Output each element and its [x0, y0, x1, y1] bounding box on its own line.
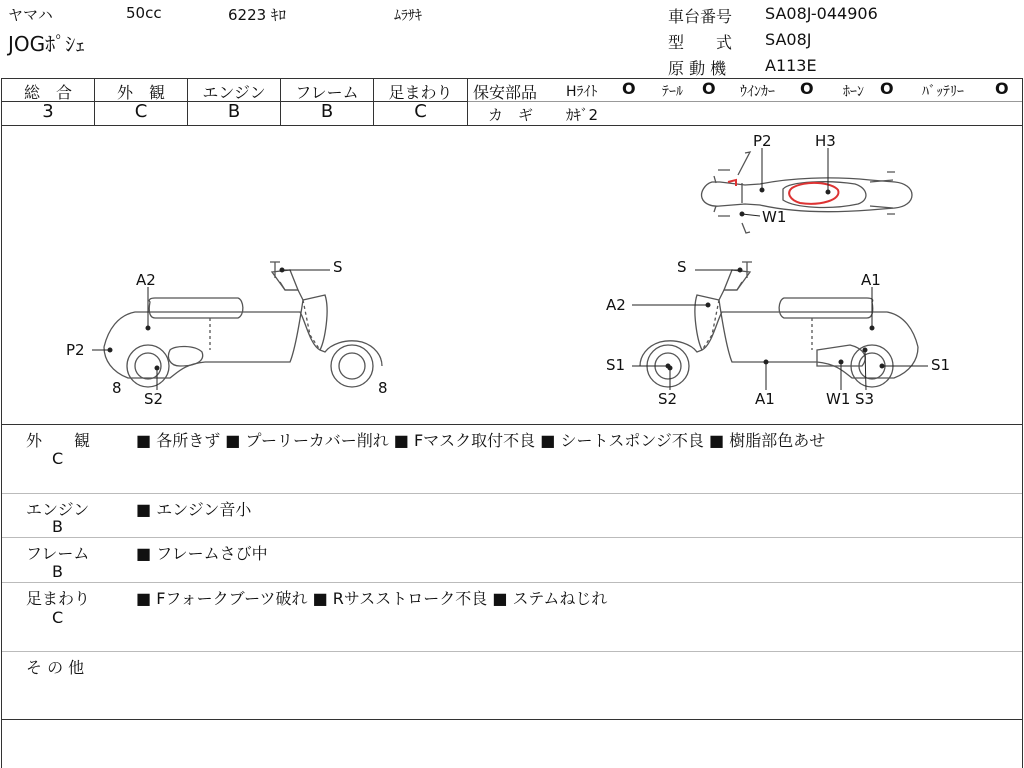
safety-headlight-label: Hﾗｲﾄ — [566, 84, 598, 100]
displacement: 50cc — [126, 4, 162, 22]
safety-battery-label: ﾊﾞｯﾃﾘｰ — [922, 84, 964, 100]
safety-horn-label: ﾎｰﾝ — [843, 84, 864, 100]
key-value: ｶｷﾞ2 — [566, 106, 599, 124]
note-label: エンジン — [26, 500, 90, 519]
safety-tail-mark: O — [702, 79, 716, 98]
grade-frame-label: フレーム — [295, 83, 359, 102]
label-left-8a: 8 — [112, 379, 122, 397]
note-grade: B — [52, 517, 63, 536]
safety-horn-mark: O — [880, 79, 894, 98]
label-right-s3: S3 — [855, 390, 875, 408]
note-grade: B — [52, 562, 63, 581]
safety-battery-mark: O — [995, 79, 1009, 98]
note-label: フレーム — [26, 544, 90, 563]
grade-total-value: 3 — [42, 101, 54, 122]
label-left-a2: A2 — [136, 271, 156, 289]
damage-marker-h3 — [789, 183, 838, 204]
notes-divider — [2, 651, 1022, 652]
frame-no-value: SA08J-044906 — [765, 4, 878, 23]
label-top-p2: P2 — [753, 132, 772, 150]
label-right-s1-left: S1 — [606, 356, 626, 374]
grade-exterior-label: 外 観 — [116, 83, 165, 102]
diagram-bottom-border — [1, 424, 1023, 425]
top-view-scooter — [702, 152, 912, 233]
notes-divider — [2, 582, 1022, 583]
engine-value: A113E — [765, 56, 817, 75]
label-right-a1-top: A1 — [861, 271, 881, 289]
note-label: そ の 他 — [26, 658, 85, 677]
engine-label: 原 動 機 — [668, 59, 727, 78]
label-right-s: S — [677, 258, 687, 276]
label-right-s2: S2 — [658, 390, 678, 408]
grade-engine-label: エンジン — [202, 83, 266, 102]
safety-headlight-mark: O — [622, 79, 636, 98]
model-name: JOGﾎﾟｼｪ — [8, 32, 86, 56]
label-left-s2: S2 — [144, 390, 164, 408]
body-color: ﾑﾗｻｷ — [394, 8, 422, 24]
type-label: 型 式 — [668, 33, 733, 52]
notes-bottom-border — [1, 719, 1023, 720]
label-right-w1: W1 — [826, 390, 851, 408]
safety-winker-label: ｳｲﾝｶｰ — [740, 84, 775, 100]
grade-total-label: 総 合 — [23, 83, 72, 102]
note-text: ■ エンジン音小 — [136, 500, 252, 519]
type-value: SA08J — [765, 30, 812, 49]
grade-suspension-value: C — [414, 101, 427, 122]
label-right-a2: A2 — [606, 296, 626, 314]
grade-frame-value: B — [320, 101, 334, 122]
label-top-w1: W1 — [762, 208, 787, 226]
safety-label: 保安部品 — [473, 83, 538, 102]
label-left-s: S — [333, 258, 343, 276]
grade-exterior-value: C — [134, 101, 148, 122]
mileage: 6223 ｷﾛ — [228, 6, 286, 24]
grade-suspension-label: 足まわり — [388, 83, 453, 102]
label-left-8b: 8 — [378, 379, 388, 397]
safety-tail-label: ﾃｰﾙ — [662, 84, 683, 100]
frame-no-label: 車台番号 — [668, 7, 733, 26]
grade-divider — [467, 78, 468, 125]
safety-winker-mark: O — [800, 79, 814, 98]
damage-diagram — [0, 126, 1024, 424]
note-label: 外 観 — [26, 431, 91, 450]
grade-engine-value: B — [227, 101, 241, 122]
grades-top-border — [1, 78, 1023, 79]
note-text: ■ フレームさび中 — [136, 544, 268, 563]
note-grade: C — [52, 449, 64, 468]
note-label: 足まわり — [26, 589, 91, 608]
label-right-s1-right: S1 — [931, 356, 951, 374]
note-text: ■ 各所きず ■ プーリーカバー削れ ■ Fマスク取付不良 ■ シートスポンジ不良 ■ 樹脂部色あせ — [136, 431, 826, 450]
note-text: ■ Fフォークブーツ破れ ■ Rサスストローク不良 ■ ステムねじれ — [136, 589, 608, 608]
note-grade: C — [52, 608, 64, 627]
notes-divider — [2, 493, 1022, 494]
key-label: カ ギ — [488, 106, 534, 124]
maker-name: ヤマハ — [8, 6, 53, 24]
label-top-h3: H3 — [815, 132, 836, 150]
label-right-a1-bottom: A1 — [755, 390, 775, 408]
safety-mid-border — [467, 101, 1022, 102]
label-left-p2: P2 — [66, 341, 85, 359]
notes-divider — [2, 537, 1022, 538]
